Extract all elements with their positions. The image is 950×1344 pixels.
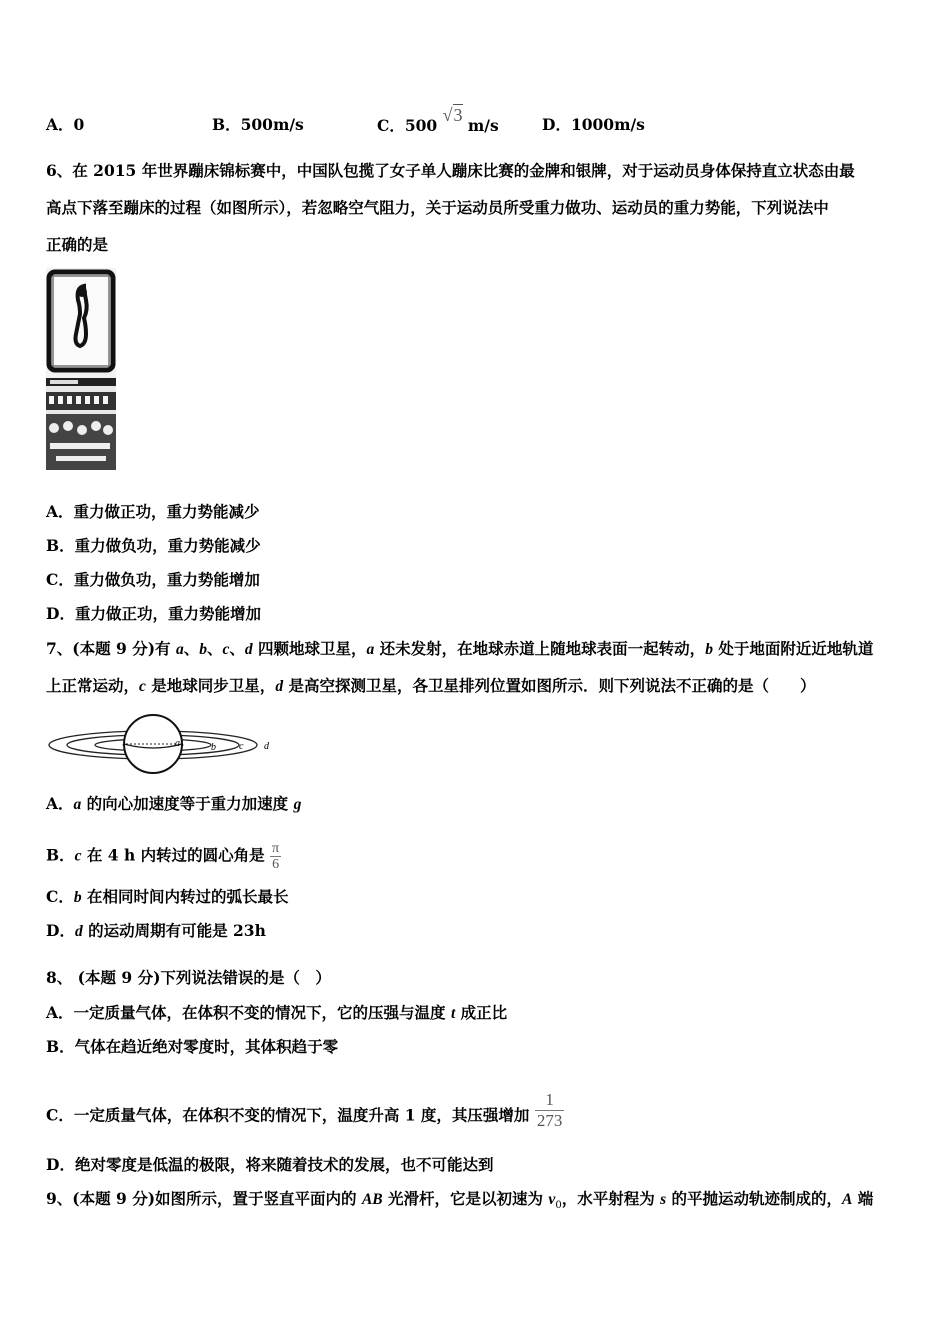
q8-option-d bbox=[46, 1155, 493, 1175]
text: 处于地面附近近地轨道 bbox=[712, 639, 874, 658]
option-label: A． bbox=[46, 115, 74, 134]
option-label: D． bbox=[46, 921, 75, 940]
q8-option-a bbox=[46, 1003, 507, 1024]
var-v: v bbox=[548, 1191, 556, 1208]
var-a: a bbox=[73, 796, 82, 813]
option-text: 绝对零度是低温的极限，将来随着技术的发展，也不可能达到 bbox=[74, 1155, 494, 1174]
option-text: 一定质量气体，在体积不变的情况下，它的压强与温度 bbox=[73, 1003, 451, 1022]
var-s: s bbox=[660, 1191, 667, 1208]
q7-option-c bbox=[46, 887, 289, 908]
q6-option-b bbox=[46, 536, 261, 556]
var-a-end: A bbox=[842, 1191, 853, 1208]
text: 是地球同步卫星， bbox=[145, 676, 276, 695]
option-text: 一定质量气体，在体积不变的情况下，温度升高 1 度，其压强增加 bbox=[73, 1105, 530, 1125]
var-c: c bbox=[74, 847, 82, 865]
text: 还未发射，在地球赤道上随地球表面一起转动， bbox=[374, 639, 706, 658]
var-d: d bbox=[275, 678, 284, 695]
q8-stem: 8、 (本题 9 分)下列说法错误的是（ ） bbox=[46, 968, 331, 987]
option-label: A． bbox=[46, 502, 74, 521]
q5-option-b bbox=[212, 115, 304, 135]
text: 端 bbox=[852, 1189, 874, 1208]
q7-option-a bbox=[46, 794, 301, 815]
fraction-1-over-273 bbox=[535, 1090, 565, 1131]
q7-stem-line-1 bbox=[46, 639, 873, 660]
denominator: 6 bbox=[272, 857, 280, 872]
option-text: 重力做正功，重力势能增加 bbox=[74, 604, 261, 623]
q6-option-d bbox=[46, 604, 261, 624]
var-a: a bbox=[175, 641, 184, 658]
subscript-0: 0 bbox=[555, 1200, 562, 1212]
option-label: B． bbox=[212, 115, 241, 134]
q7-option-d bbox=[46, 921, 266, 942]
q5-option-a bbox=[46, 115, 84, 135]
text: 、 bbox=[183, 639, 200, 658]
text: 7、(本题 9 分)有 bbox=[46, 639, 176, 658]
option-text: 在 4 h 内转过的圆心角是 bbox=[81, 845, 265, 865]
q8-option-c bbox=[46, 1090, 564, 1137]
text: 、 bbox=[229, 639, 245, 658]
text: 光滑杆，它是以初速为 bbox=[382, 1189, 549, 1208]
trampoline-figure bbox=[46, 268, 116, 470]
label-a: a bbox=[175, 738, 180, 749]
option-label: D． bbox=[46, 1155, 75, 1174]
option-text: 的运动周期有可能是 23h bbox=[82, 921, 266, 940]
var-b: b bbox=[199, 641, 207, 658]
option-text: 气体在趋近绝对零度时，其体积趋于零 bbox=[74, 1037, 339, 1056]
fraction-pi-over-6 bbox=[270, 841, 281, 872]
q7-stem-line-2 bbox=[46, 676, 815, 697]
label-d: d bbox=[264, 741, 269, 752]
option-label: D． bbox=[542, 115, 571, 134]
option-text: 0 bbox=[73, 115, 85, 134]
numerator: π bbox=[272, 841, 280, 856]
option-text: 500m/s bbox=[240, 115, 304, 134]
option-label: A． bbox=[46, 794, 74, 813]
var-b: b bbox=[705, 641, 713, 658]
text: 是高空探测卫星，各卫星排列位置如图所示．则下列说法不正确的是（ ） bbox=[283, 676, 816, 695]
option-label: C． bbox=[46, 1105, 74, 1125]
option-text: 成正比 bbox=[455, 1003, 508, 1022]
option-label: A． bbox=[46, 1003, 74, 1022]
var-ab: AB bbox=[361, 1191, 383, 1208]
option-label: D． bbox=[46, 604, 75, 623]
q6-stem-line-2: 高点下落至蹦床的过程（如图所示），若忽略空气阻力，关于运动员所受重力做功、运动员的重力势能，下列说法中 bbox=[46, 198, 829, 217]
text: 、 bbox=[206, 639, 223, 658]
var-t: t bbox=[450, 1005, 456, 1022]
label-b: b bbox=[211, 742, 216, 753]
q6-option-c bbox=[46, 570, 260, 590]
option-text: 1000m/s bbox=[570, 115, 645, 134]
q6-stem-line-1: 6、在 2015 年世界蹦床锦标赛中，中国队包揽了女子单人蹦床比赛的金牌和银牌，对于运动员身体保持直立状态由最 bbox=[46, 161, 855, 180]
text: 上正常运动， bbox=[46, 676, 140, 695]
option-label: C． bbox=[46, 570, 74, 589]
option-text: 的向心加速度等于重力加速度 bbox=[81, 794, 294, 813]
option-label: B． bbox=[46, 1037, 75, 1056]
text: 的平抛运动轨迹制成的， bbox=[666, 1189, 843, 1208]
option-label: B． bbox=[46, 536, 75, 555]
var-g: g bbox=[293, 796, 302, 813]
q6-stem-line-3: 正确的是 bbox=[46, 235, 109, 254]
var-c: c bbox=[139, 678, 146, 695]
label-c: c bbox=[239, 741, 244, 752]
q5-option-d bbox=[542, 115, 645, 135]
sqrt-expression: √3 bbox=[442, 105, 463, 125]
option-unit: m/s bbox=[467, 116, 499, 135]
option-label: B． bbox=[46, 845, 75, 865]
option-label: C． bbox=[46, 887, 74, 906]
var-a: a bbox=[366, 641, 375, 658]
text: 四颗地球卫星， bbox=[252, 639, 367, 658]
var-c: c bbox=[222, 641, 230, 658]
option-label: C． bbox=[377, 116, 405, 135]
option-text: 重力做负功，重力势能减少 bbox=[74, 536, 261, 555]
var-d: d bbox=[244, 641, 253, 658]
text: 9、(本题 9 分)如图所示，置于竖直平面内的 bbox=[46, 1189, 362, 1208]
text: ，水平射程为 bbox=[561, 1189, 661, 1208]
option-text: 重力做负功，重力势能增加 bbox=[73, 570, 260, 589]
option-text: 500 bbox=[404, 116, 438, 135]
q8-option-b bbox=[46, 1037, 338, 1057]
q6-option-a bbox=[46, 502, 260, 522]
option-text: 重力做正功，重力势能减少 bbox=[73, 502, 260, 521]
var-b: b bbox=[73, 889, 82, 906]
q9-stem-line-1 bbox=[46, 1189, 873, 1216]
option-text: 在相同时间内转过的弧长最长 bbox=[81, 887, 289, 906]
radicand: 3 bbox=[453, 105, 463, 125]
numerator: 1 bbox=[535, 1090, 565, 1111]
q7-option-b bbox=[46, 841, 281, 872]
var-d: d bbox=[74, 923, 83, 940]
denominator: 273 bbox=[536, 1111, 563, 1130]
q5-option-c bbox=[377, 105, 499, 136]
satellite-orbit-figure bbox=[46, 712, 276, 776]
